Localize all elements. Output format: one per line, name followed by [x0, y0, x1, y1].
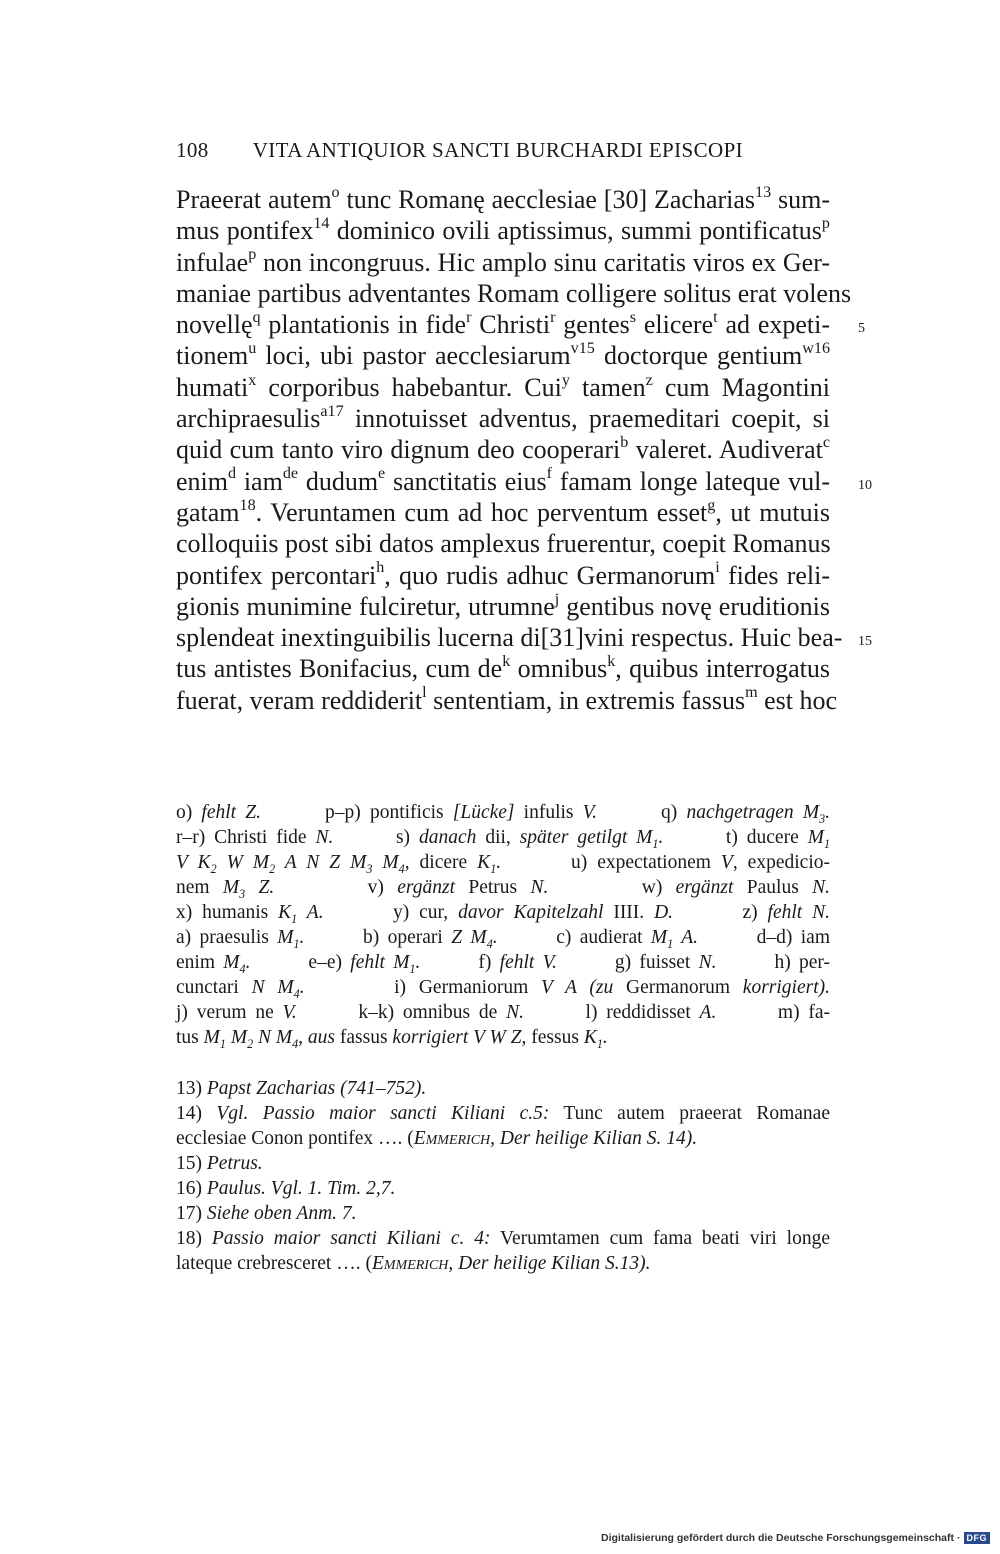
- apparatus-line: tus $M_1$ $M_2$ N $M_4$, aus fassus korrigiert V W Z, fessus $K_1$.: [176, 1027, 608, 1051]
- page-number: 108: [176, 138, 209, 162]
- apparatus-line: x) humanis $K_1$ A. y) cur, davor Kapitelzahl IIII. D. z) fehlt N.: [176, 902, 831, 926]
- text-line: archipraesulis$^{a17}$ innotuisset adventus, praemeditari coepit, si: [176, 402, 830, 434]
- apparatus-line: a) praesulis $M_1$. b) operari Z $M_4$. c) audierat $M_1$ A. d–d) iam: [176, 927, 831, 951]
- running-header: [176, 138, 836, 163]
- line-number: 5: [858, 321, 865, 336]
- running-title: VITA ANTIQUIOR SANCTI BURCHARDI EPISCOPI: [252, 138, 744, 162]
- dfg-logo: DFG: [964, 1532, 991, 1544]
- text-line: gionis munimine fulciretur, utrumne$^j$ gentibus novę eruditionis: [176, 590, 830, 621]
- text-line: enim$^d$ iam$^{de}$ dudum$^e$ sanctitatis eius$^f$ famam longe lateque vul-: [176, 465, 830, 496]
- main-text: [176, 183, 852, 716]
- text-line: tionem$^u$ loci, ubi pastor aecclesiarum$^{v15}$ doctorque gentium$^{w16}$: [176, 340, 830, 371]
- note-line: 16) Paulus. Vgl. 1. Tim. 2,7.: [176, 1178, 396, 1199]
- note-line: 14) Vgl. Passio maior sancti Kiliani c.5: Tunc autem praeerat Romanae: [176, 1103, 830, 1124]
- apparatus-line: r–r) Christi fide N. s) danach dii, später getilgt $M_1$. t) ducere $M_1$: [176, 827, 830, 851]
- text-line: Praeerat autem$^o$ tunc Romanę aecclesiae [30] Zacharias$^{13}$ sum-: [176, 183, 830, 214]
- digitization-footer: Digitalisierung gefördert durch die Deutsche Forschungsgemeinschaft · DFG: [601, 1532, 990, 1544]
- note-line: 15) Petrus.: [176, 1153, 263, 1174]
- text-line: fuerat, veram reddiderit$^l$ sententiam, in extremis fassus$^m$ est hoc: [176, 684, 838, 715]
- apparatus-line: nem $M_3$ Z. v) ergänzt Petrus N. w) ergänzt Paulus N.: [176, 877, 831, 901]
- note-line: 13) Papst Zacharias (741–752).: [176, 1078, 427, 1099]
- note-line: lateque crebresceret …. (Emmerich, Der heilige Kilian S.13).: [176, 1253, 651, 1274]
- text-line: infulae$^p$ non incongruus. Hic amplo sinu caritatis viros ex Ger-: [176, 246, 830, 277]
- apparatus-line: o) fehlt Z. p–p) pontificis [Lücke] infulis V. q) nachgetragen $M_3$.: [176, 802, 830, 826]
- footer-text: Digitalisierung gefördert durch die Deutsche Forschungsgemeinschaft: [601, 1532, 954, 1544]
- text-line: humati$^x$ corporibus habebantur. Cui$^y$ tamen$^z$ cum Magontini: [176, 371, 831, 402]
- text-line: quid cum tanto viro dignum deo cooperari$^b$ valeret. Audiverat$^c$: [176, 434, 830, 465]
- text-line: maniae partibus adventantes Romam colligere solitus erat volens: [176, 278, 852, 308]
- apparatus-line: enim $M_4$. e–e) fehlt $M_1$. f) fehlt V. g) fuisset N. h) per-: [176, 952, 830, 976]
- text-line: gatam$^{18}$. Veruntamen cum ad hoc perventum esset$^g$, ut mutuis: [176, 496, 830, 527]
- commentary-notes: [176, 1076, 830, 1276]
- text-line: tus antistes Bonifacius, cum $de^k$ omnibus$^k$, quibus interrogatus: [176, 653, 830, 684]
- text-line: novellę$^q$ plantationis in fide$^r$ Christi$^r$ gentes$^s$ elicere$^t$ ad expeti-: [176, 308, 831, 340]
- text-line: pontifex percontari$^h$, quo rudis adhuc Germanorum$^i$ fides reli-: [176, 559, 831, 590]
- line-number: 10: [858, 478, 872, 493]
- apparatus-line: V $K_2$ W $M_2$ A N Z $M_3$ $M_4$, dicere $K_1$. u) expectationem V, expedicio-: [176, 852, 830, 876]
- note-line: 17) Siehe oben Anm. 7.: [176, 1203, 357, 1224]
- text-line: mus pontifex$^{14}$ dominico ovili aptissimus, summi pontificatus$^p$: [176, 215, 830, 246]
- note-line: ecclesiae Conon pontifex …. (Emmerich, Der heilige Kilian S. 14).: [176, 1128, 698, 1149]
- critical-apparatus: [176, 800, 830, 1050]
- apparatus-line: cunctari N $M_4$. i) Germaniorum V A (zu Germanorum korrigiert).: [176, 977, 830, 1001]
- note-line: 18) Passio maior sancti Kiliani c. 4: Verumtamen cum fama beati viri longe: [176, 1228, 830, 1249]
- line-number: 15: [858, 634, 872, 649]
- text-line: colloquiis post sibi datos amplexus fruerentur, coepit Romanus: [176, 529, 831, 559]
- apparatus-line: j) verum ne V. k–k) omnibus de N. l) reddidisset A. m) fa-: [176, 1002, 831, 1023]
- text-line: splendeat inextinguibilis lucerna di[31]vini respectus. Huic bea-: [176, 623, 843, 653]
